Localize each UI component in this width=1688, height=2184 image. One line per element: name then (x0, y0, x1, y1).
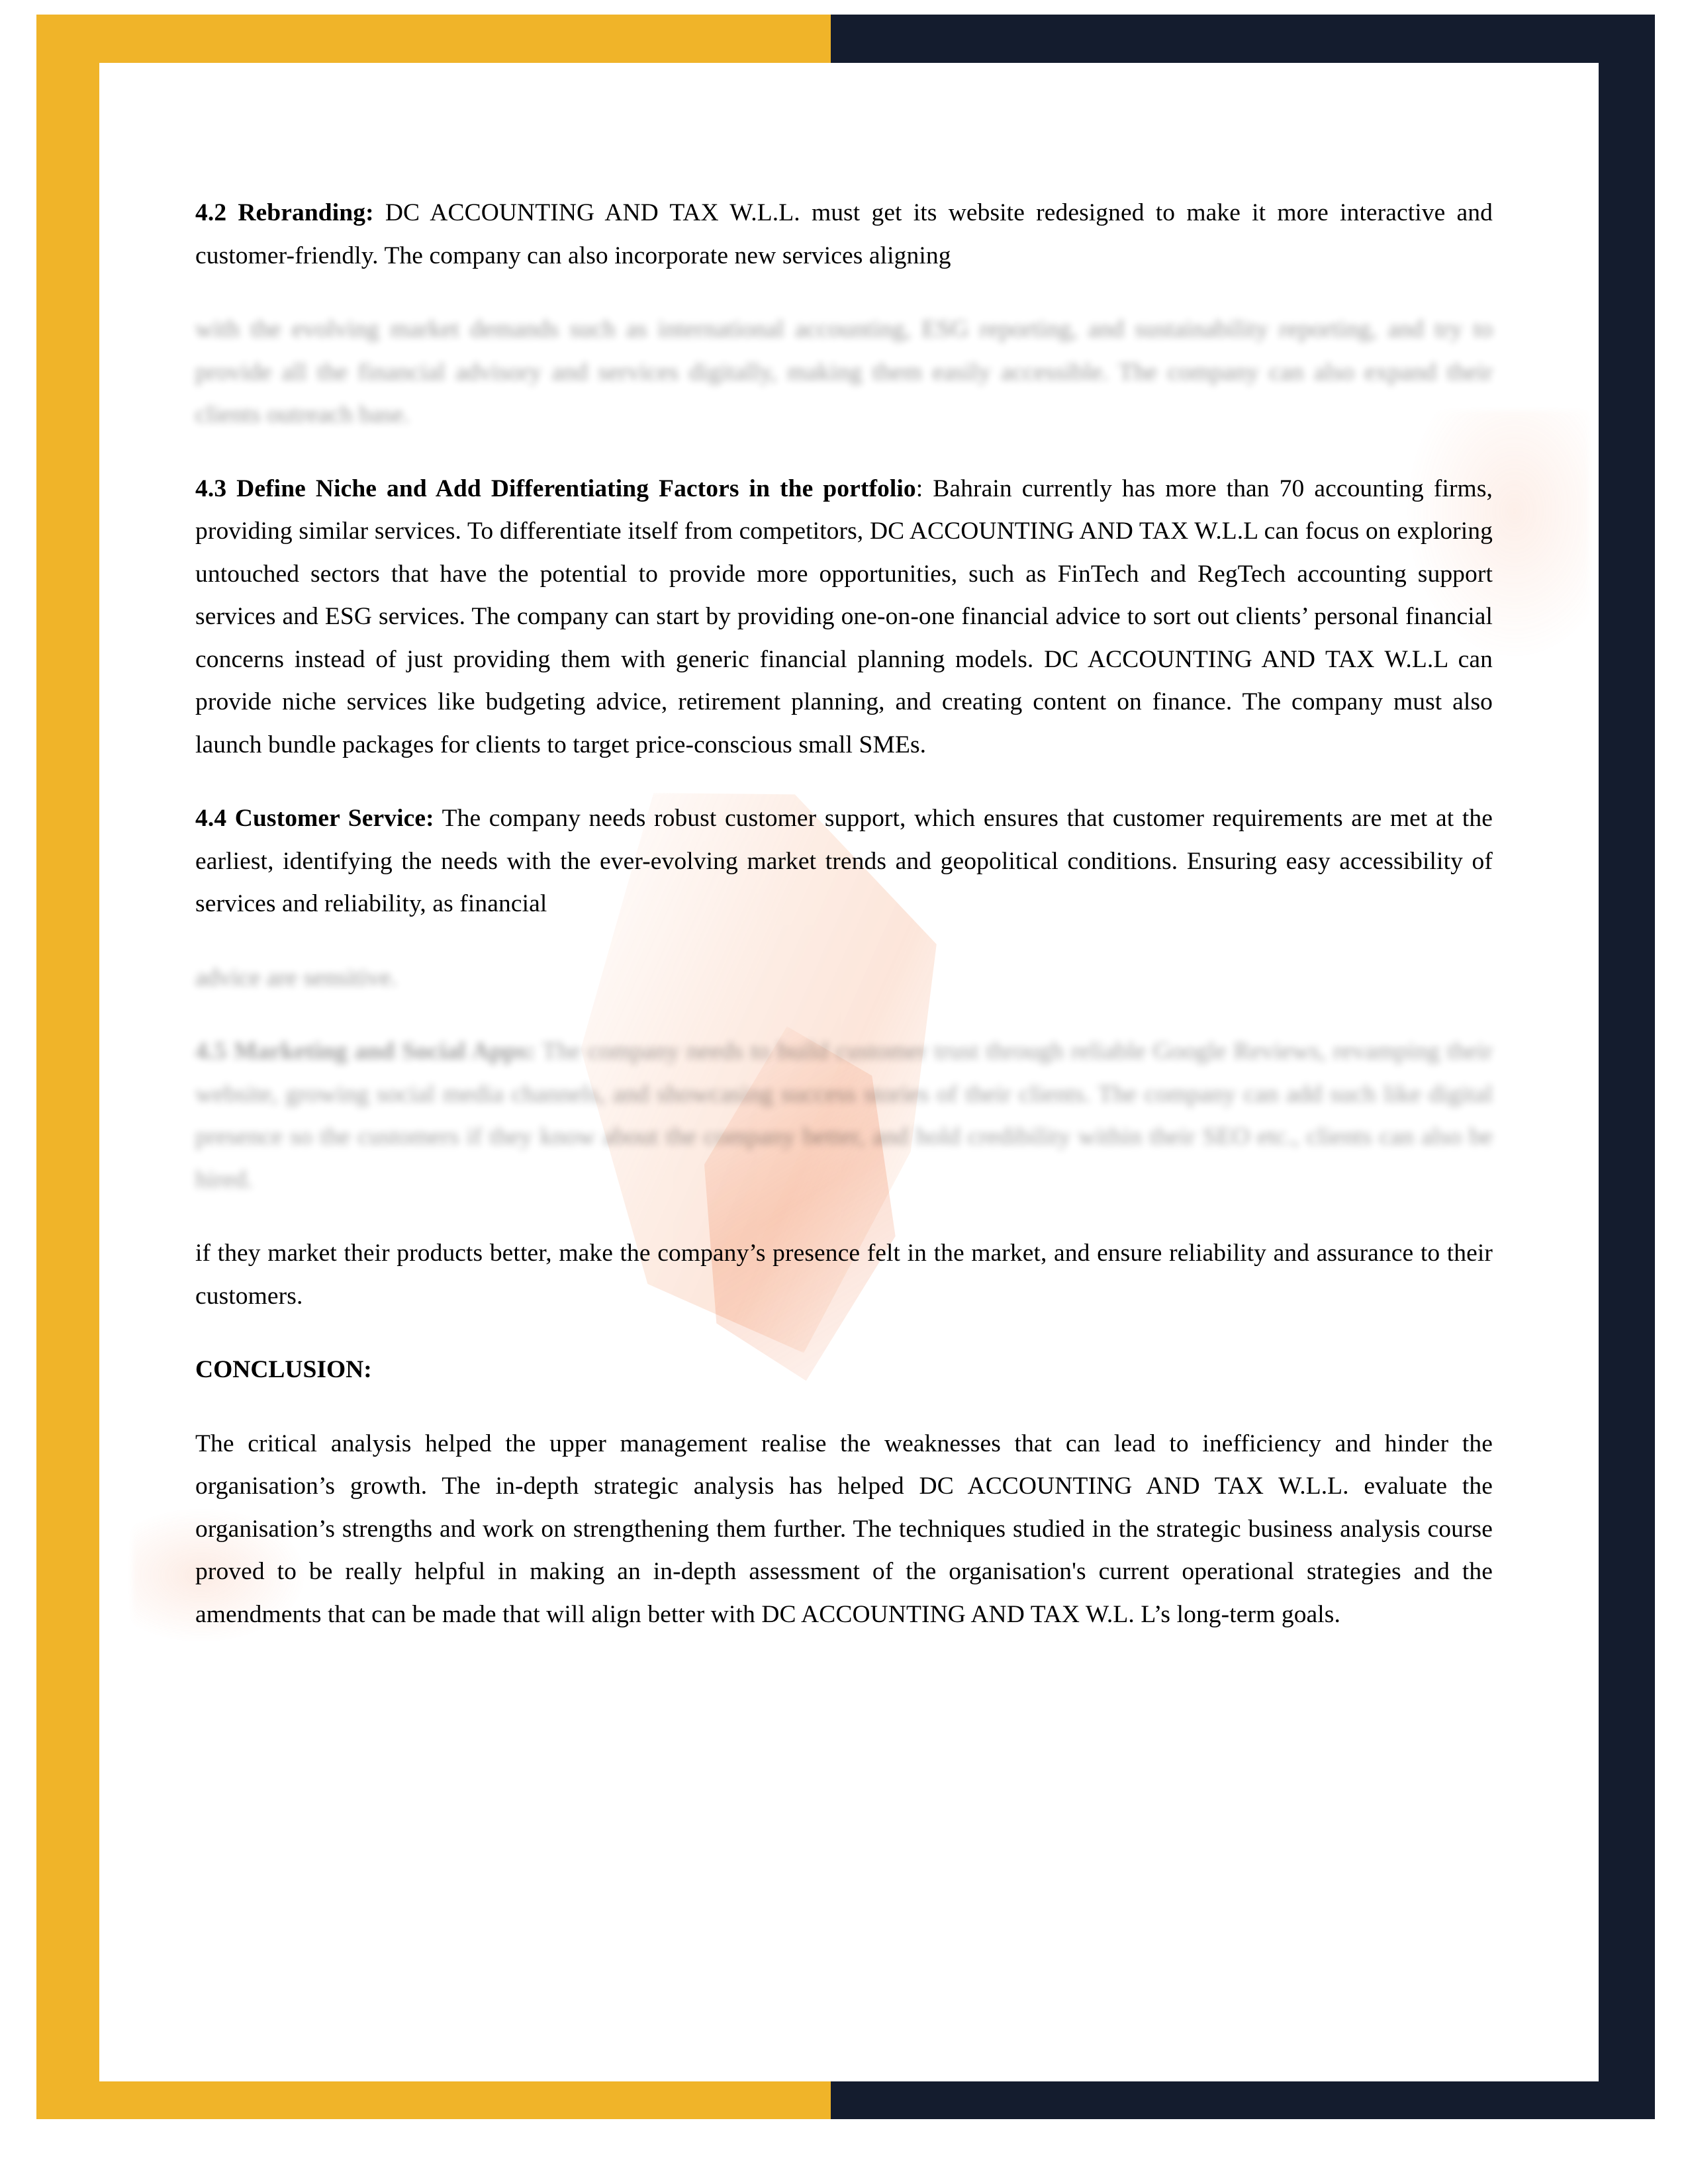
text-rebranding-visible: DC ACCOUNTING AND TAX W.L.L. must get its website redesigned to make it more interactive and customer-friendly. The company can also incorporate new services aligning (195, 199, 1493, 269)
paragraph-conclusion: The critical analysis helped the upper management realise the weaknesses that can lead to inefficiency and hinder the organisation’s growth. The in-depth strategic analysis has helped DC ACCOUNTING AND TAX W.L.L. evaluate the organisation’s strengths and work on strengthening them further. The techniques studied in the strategic business analysis course proved to be really helpful in making an in-depth assessment of the organisation's current operational strategies and the amendments that can be made that will align better with DC ACCOUNTING AND TAX W.L. L’s long-term goals. (195, 1430, 1493, 1628)
paragraph-marketing-obscured (195, 1030, 1493, 1201)
paragraph-customer-service-obscured: advice are sensitive. (195, 964, 398, 991)
heading-rebranding: 4.2 Rebranding: (195, 199, 374, 226)
heading-conclusion: CONCLUSION: (195, 1356, 372, 1383)
heading-define-niche: 4.3 Define Niche and Add Differentiating Factors in the portfolio (195, 475, 916, 502)
heading-marketing: 4.5 Marketing and Social Apps: (195, 1038, 536, 1065)
paragraph-rebranding-obscured: with the evolving market demands such as international accounting, ESG reporting, and sustainability reporting, and try to provide all the financial advisory and services digitally, making them easily accessible. The company can also expand their clients outreach base. (195, 316, 1493, 428)
text-customer-service-visible: The company needs robust customer support, which ensures that customer requirements are met at the earliest, identifying the needs with the ever-evolving market trends and geopolitical conditions. Ensuring easy accessibility of services and reliability, as financial (195, 805, 1493, 917)
heading-customer-service: 4.4 Customer Service: (195, 805, 434, 832)
text-define-niche: : Bahrain currently has more than 70 accounting firms, providing similar services. To differentiate itself from competitors, DC ACCOUNTING AND TAX W.L.L can focus on exploring untouched sectors that have the potential to provide more opportunities, such as FinTech and RegTech accounting support services and ESG services. The company can start by providing one-on-one financial advice to sort out clients’ personal financial concerns instead of just providing them with generic financial planning models. DC ACCOUNTING AND TAX W.L.L can provide niche services like budgeting advice, retirement planning, and creating content on finance. The company must also launch bundle packages for clients to target price-conscious small SMEs. (195, 475, 1493, 758)
text-marketing-obscured: The company needs to build customer trust through reliable Google Reviews, revamping their website, growing social media channels, and showcasing success stories of their clients. The company can add such like digital presence so the customers if they know about the company better, and hold credibility within their SEO etc., clients can also be hired. (195, 1038, 1493, 1193)
document-body (195, 192, 1493, 1636)
paragraph-customer-service (195, 797, 1493, 926)
paragraph-rebranding (195, 192, 1493, 277)
paragraph-define-niche (195, 468, 1493, 767)
paragraph-marketing-visible: if they market their products better, make the company’s presence felt in the market, and ensure reliability and assurance to their customers. (195, 1240, 1493, 1310)
